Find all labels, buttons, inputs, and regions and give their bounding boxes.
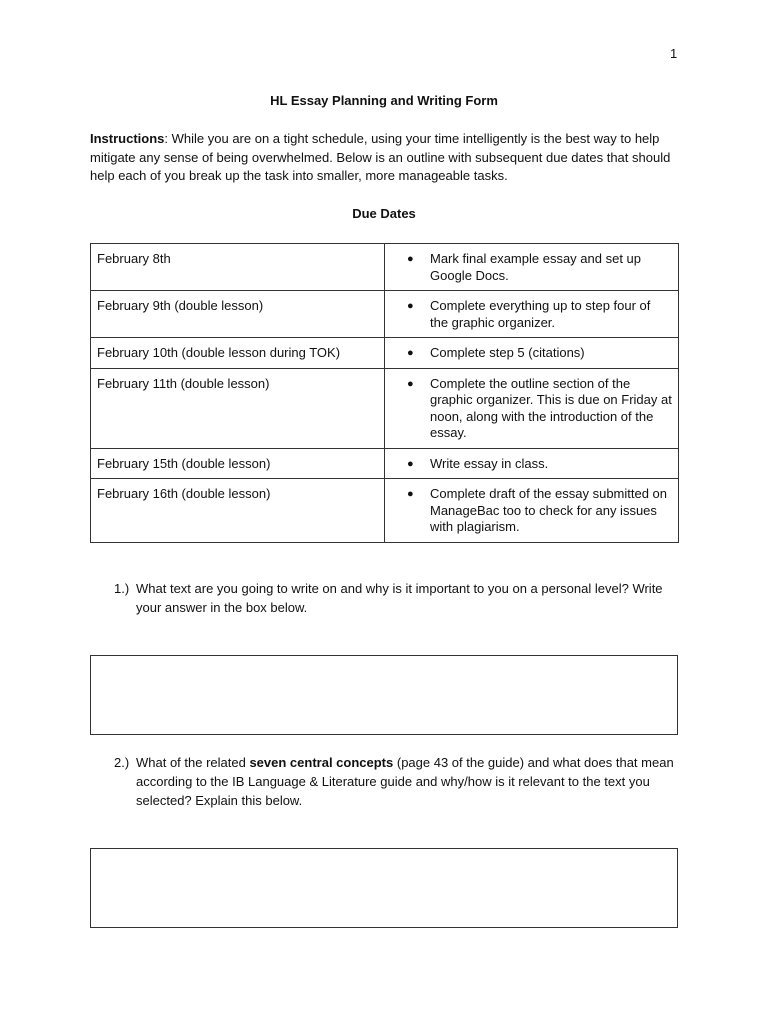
document-title: HL Essay Planning and Writing Form [270, 93, 498, 108]
task-cell [385, 338, 679, 369]
question-number: 2.) [114, 755, 130, 770]
date-cell: February 11th (double lesson) [91, 368, 385, 448]
date-cell: February 8th [91, 244, 385, 291]
bullet-icon: ● [407, 488, 414, 500]
due-dates-heading: Due Dates [352, 206, 416, 221]
question-text [136, 753, 674, 810]
task-cell [385, 244, 679, 291]
question-1 [114, 579, 674, 617]
bullet-icon: ● [407, 347, 414, 359]
date-cell: February 10th (double lesson during TOK) [91, 338, 385, 369]
page-number: 1 [670, 46, 678, 61]
table-row [91, 291, 679, 338]
instructions-label: Instructions [90, 131, 165, 146]
date-cell: February 15th (double lesson) [91, 448, 385, 479]
question-2 [114, 753, 674, 810]
due-dates-table [90, 243, 679, 543]
task-text: Complete step 5 (citations) [430, 345, 585, 360]
task-cell [385, 368, 679, 448]
task-text: Complete the outline section of the graphic organizer. This is due on Friday at noon, along with the introduction of the essay. [430, 375, 672, 440]
bullet-icon: ● [407, 300, 414, 312]
date-cell: February 16th (double lesson) [91, 479, 385, 543]
table-row [91, 479, 679, 543]
question-text [136, 579, 674, 617]
question-text-part: What text are you going to write on and why is it important to you on a personal level? Write your answer in the box below. [136, 581, 663, 615]
bullet-icon: ● [407, 253, 414, 265]
task-text: Complete everything up to step four of the graphic organizer. [430, 298, 651, 330]
task-text: Write essay in class. [430, 455, 549, 471]
task-text: Complete draft of the essay submitted on ManageBac too to check for any issues with plagiarism. [430, 486, 668, 534]
question-text-part: What of the related [136, 755, 250, 770]
instructions-text: : While you are on a tight schedule, using your time intelligently is the best way to help mitigate any sense of being overwhelmed. Below is an outline with subsequent due dates that should help each of you break up the task into smaller, more manageable tasks. [90, 131, 671, 183]
table-row [91, 338, 679, 369]
task-cell [385, 291, 679, 338]
answer-box-2[interactable] [90, 848, 678, 928]
task-text: Mark final example essay and set up Google Docs. [430, 251, 641, 283]
date-cell: February 9th (double lesson) [91, 291, 385, 338]
table-row [91, 244, 679, 291]
question-number: 1.) [114, 581, 130, 596]
question-emphasis: seven central concepts [249, 755, 394, 770]
table-row [91, 448, 679, 479]
answer-box-1[interactable] [90, 655, 678, 735]
table-row [91, 368, 679, 448]
bullet-icon: ● [407, 377, 414, 390]
bullet-icon: ● [407, 457, 414, 470]
task-cell [385, 448, 679, 479]
instructions-paragraph [90, 130, 680, 186]
task-cell [385, 479, 679, 543]
question-text-part: (page 43 of the guide) and what does that mean according to the IB Language & Literature guide and why/how is it relevant to the text you selected? Explain this below. [136, 755, 674, 808]
